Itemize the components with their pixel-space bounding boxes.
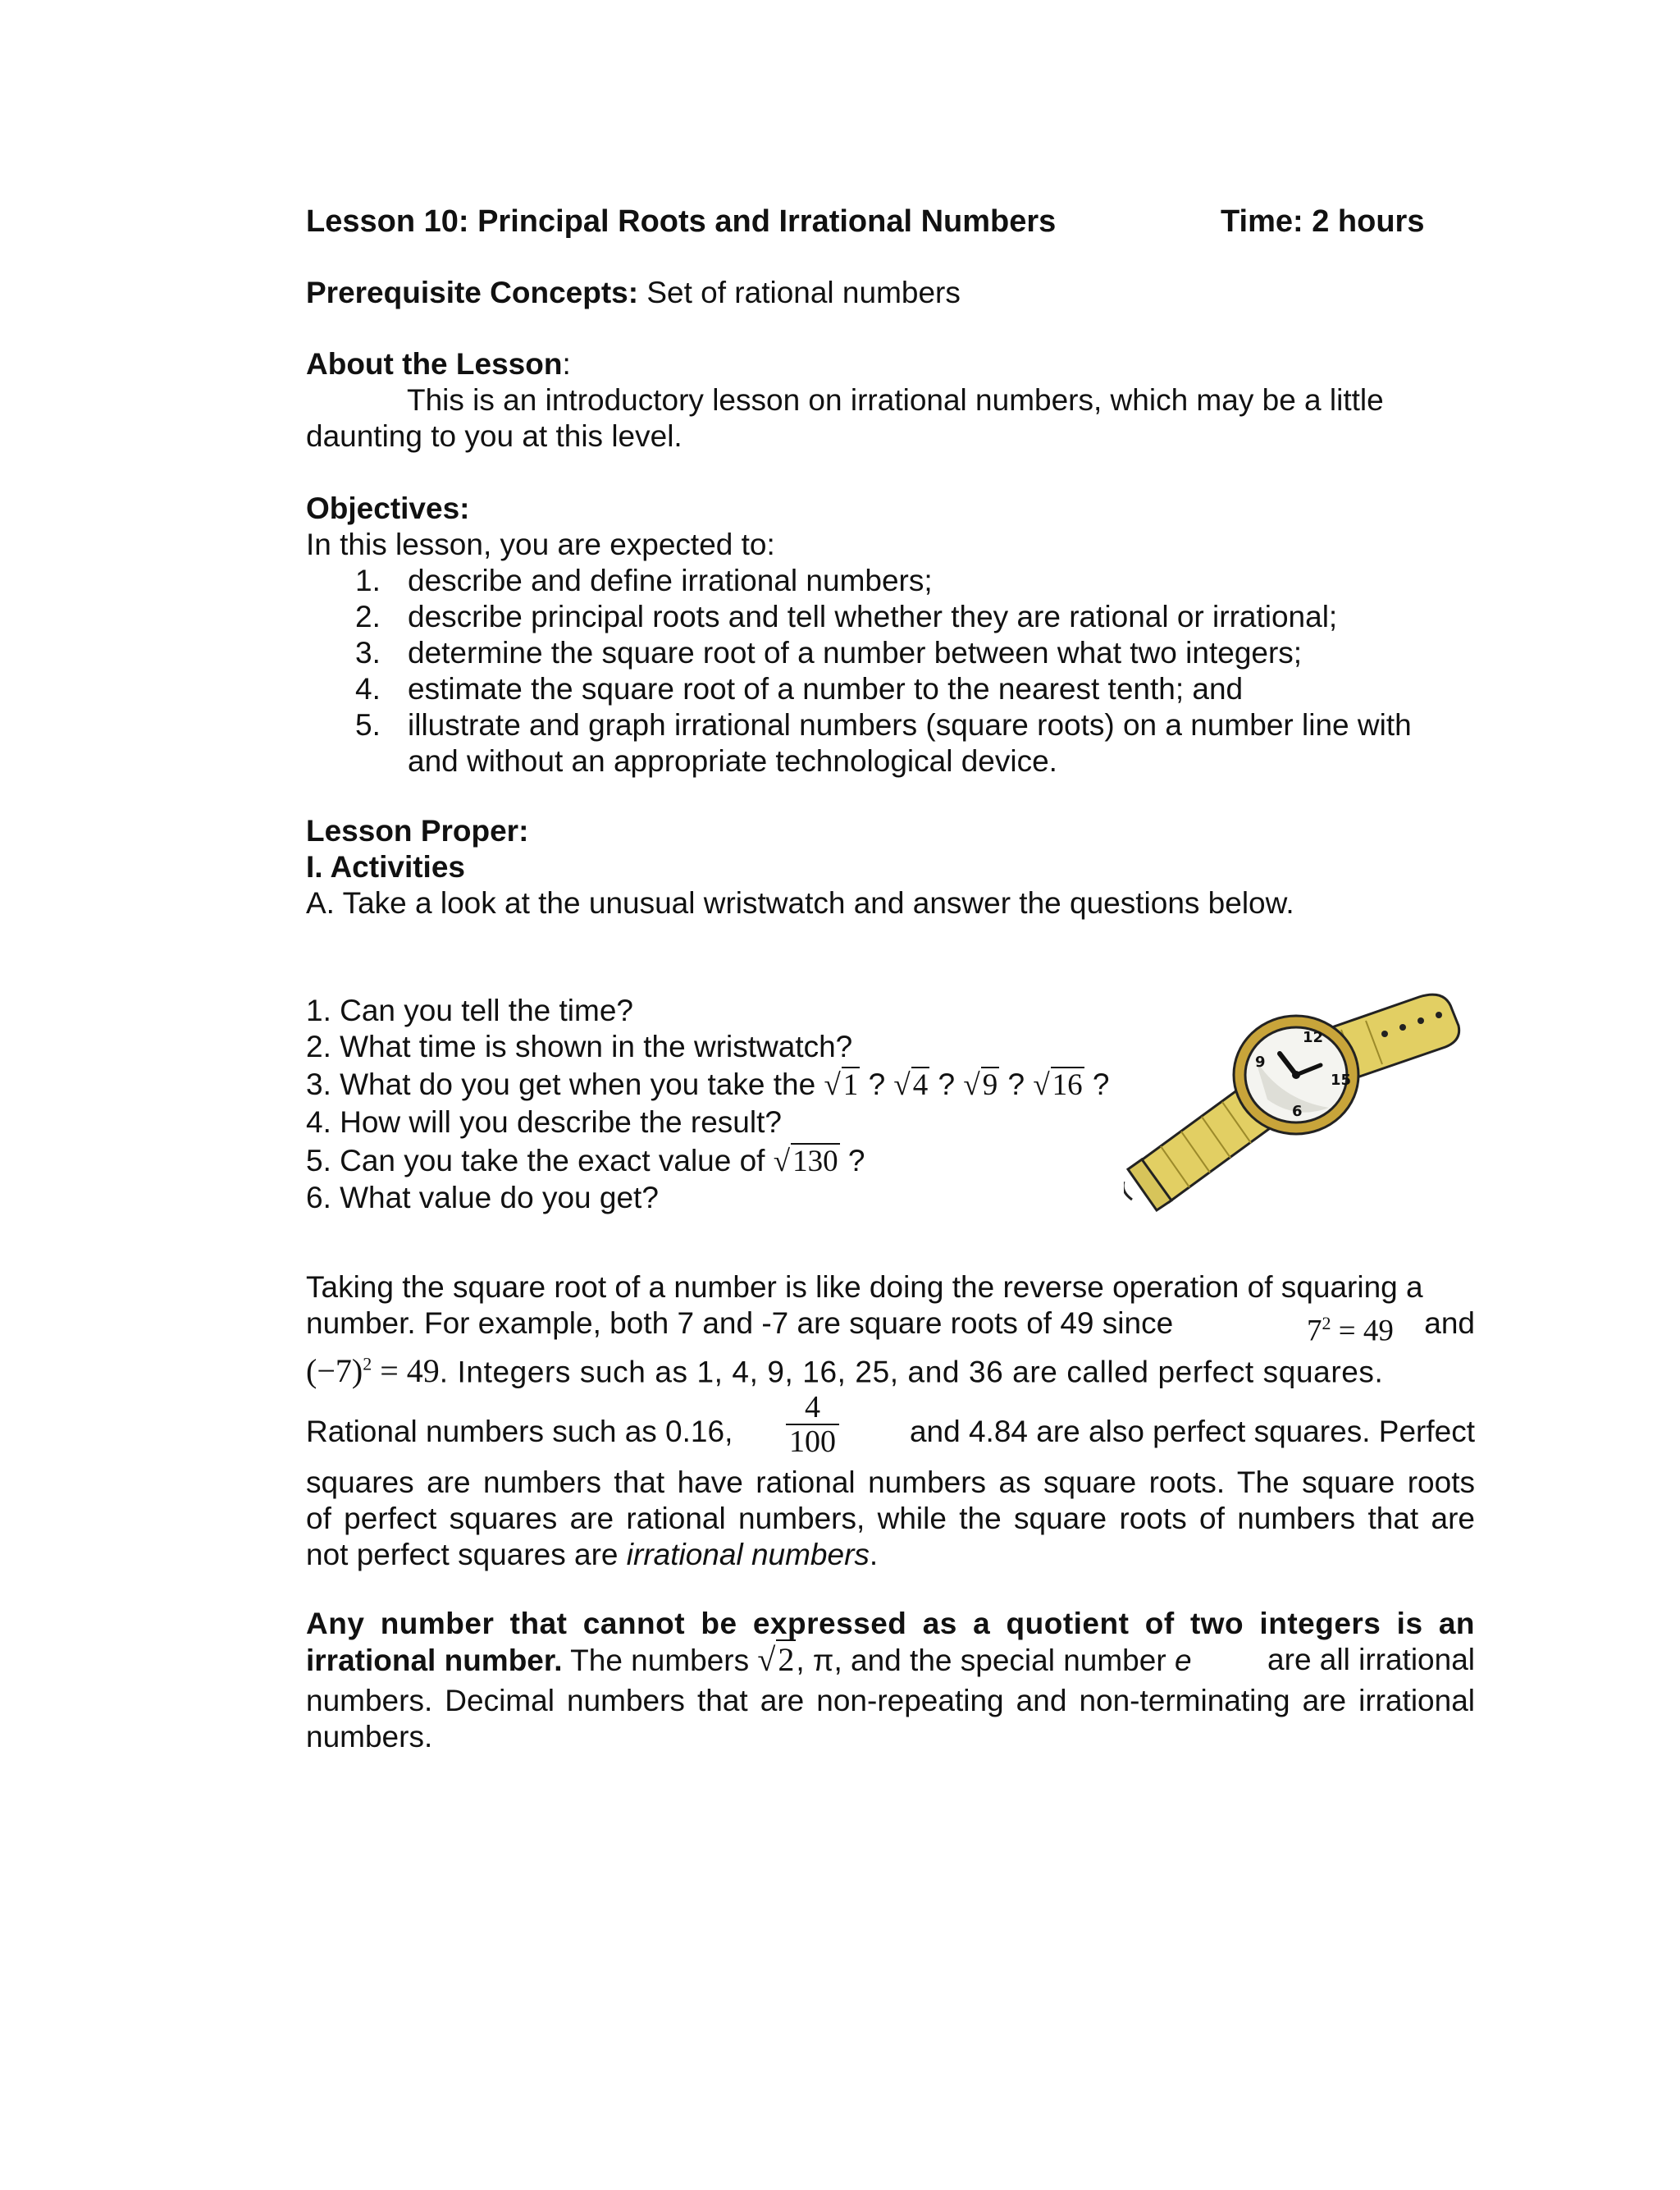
question-2: 2. What time is shown in the wristwatch?	[306, 1030, 853, 1063]
strap-hole	[1436, 1012, 1442, 1018]
prerequisite-text: Set of rational numbers	[646, 276, 961, 309]
para2-line-3: numbers. Decimal numbers that are non-repeating and non-terminating are irrational	[306, 1684, 1475, 1717]
question-5	[306, 1143, 865, 1180]
equation-neg7-squared	[306, 1352, 440, 1389]
para2-line-4: numbers.	[306, 1720, 433, 1753]
about-heading: About the Lesson	[306, 347, 563, 381]
lesson-time: Time: 2 hours	[1221, 204, 1425, 239]
equation-7-squared	[1307, 1305, 1394, 1349]
watch-number-12: 12	[1303, 1029, 1324, 1046]
objective-text: determine the square root of a number between what two integers;	[408, 636, 1303, 670]
objective-text: describe principal roots and tell whether they are rational or irrational;	[408, 600, 1338, 633]
about-colon: :	[562, 347, 571, 381]
radicand: 130	[792, 1145, 838, 1178]
objective-item	[306, 635, 1475, 671]
para2-text: The numbers	[570, 1644, 750, 1677]
activity-instruction: A. Take a look at the unusual wristwatch and answer the questions below.	[306, 886, 1294, 920]
para1-and: and	[1424, 1306, 1475, 1340]
watch-number-9: 9	[1255, 1054, 1266, 1071]
radicand: 2	[778, 1641, 795, 1678]
para2-line-2	[306, 1642, 1475, 1683]
para2-text: , π, and the special number	[796, 1644, 1166, 1677]
question-3	[306, 1067, 1110, 1104]
fraction-numerator: 4	[786, 1391, 839, 1425]
eq-exponent: 2	[363, 1354, 372, 1374]
para1-line-7	[306, 1537, 1475, 1573]
para1-line-5: squares are numbers that have rational numbers as square roots. The square roots	[306, 1465, 1475, 1499]
question-mark: ?	[1092, 1068, 1110, 1101]
para1-line-2	[306, 1305, 1475, 1346]
fraction-denominator: 100	[789, 1424, 836, 1459]
objective-item	[306, 563, 1475, 599]
question-5-text: 5. Can you take the exact value of	[306, 1144, 765, 1177]
eq-rest: = 49	[1338, 1314, 1394, 1348]
sqrt-expression: √1	[824, 1068, 859, 1102]
objective-text-cont: and without an appropriate technological device.	[408, 744, 1057, 778]
prerequisite-label: Prerequisite Concepts:	[306, 276, 639, 309]
strap-hole	[1399, 1024, 1406, 1031]
radicand: 4	[912, 1068, 929, 1102]
objectives-intro: In this lesson, you are expected to:	[306, 528, 775, 561]
objective-item	[306, 671, 1475, 707]
para1-text: Rational numbers such as 0.16,	[306, 1415, 733, 1448]
objective-item	[306, 599, 1475, 635]
para1-period: .	[869, 1538, 879, 1571]
sqrt-expression: √9	[963, 1068, 998, 1102]
radicand: 16	[1052, 1068, 1083, 1102]
question-3-text: 3. What do you get when you take the	[306, 1068, 816, 1101]
strap-hole	[1418, 1017, 1424, 1024]
watch-number-15: 15	[1331, 1072, 1352, 1089]
para2-text: are all irrational	[1267, 1643, 1475, 1676]
objective-number: 4.	[355, 672, 381, 706]
question-mark: ?	[847, 1144, 865, 1177]
lesson-proper-heading: Lesson Proper:	[306, 814, 529, 848]
objective-number: 1.	[355, 564, 381, 597]
about-heading-line	[306, 346, 571, 382]
objective-text: estimate the square root of a number to the nearest tenth; and	[408, 672, 1244, 706]
eq-rest: = 49	[380, 1352, 440, 1390]
about-line-2: daunting to you at this level.	[306, 419, 682, 453]
question-mark: ?	[938, 1068, 956, 1101]
sqrt-expression: √2	[757, 1641, 795, 1678]
para1-text: number. For example, both 7 and -7 are square roots of 49 since	[306, 1306, 1174, 1340]
paragraph-irrational-definition	[306, 1606, 1475, 1755]
watch-case	[1234, 1016, 1358, 1134]
sqrt-expression: √4	[893, 1068, 929, 1102]
objectives-list	[306, 563, 1475, 780]
radicand: 9	[982, 1068, 998, 1102]
sqrt-expression: √130	[773, 1145, 838, 1178]
eq-exponent: 2	[1322, 1313, 1331, 1333]
objective-text: illustrate and graph irrational numbers (square roots) on a number line with	[408, 708, 1412, 742]
prerequisite-line	[306, 275, 961, 311]
objective-text: describe and define irrational numbers;	[408, 564, 933, 597]
question-mark: ?	[868, 1068, 886, 1101]
lesson-title: Lesson 10: Principal Roots and Irrational Numbers	[306, 204, 1057, 239]
wristwatch-illustration	[1124, 985, 1468, 1214]
question-1: 1. Can you tell the time?	[306, 994, 633, 1027]
objective-number: 5.	[355, 708, 381, 742]
para1-text: not perfect squares are	[306, 1538, 619, 1571]
para1-line-3	[306, 1346, 1475, 1391]
para2-line-1: Any number that cannot be expressed as a quotient of two integers is an	[306, 1607, 1475, 1640]
para1-line-4	[306, 1391, 1475, 1465]
eq-base: (−7)	[306, 1352, 363, 1390]
para1-line-1: Taking the square root of a number is like doing the reverse operation of squaring a	[306, 1270, 1423, 1304]
radicand: 1	[842, 1068, 859, 1102]
fraction-4-over-100	[786, 1391, 839, 1458]
watch-number-6: 6	[1292, 1103, 1303, 1120]
question-mark: ?	[1007, 1068, 1025, 1101]
irrational-numbers-term: irrational numbers	[626, 1538, 870, 1571]
special-number-e: e	[1174, 1644, 1192, 1677]
objective-item	[306, 707, 1475, 780]
activities-heading: I. Activities	[306, 850, 465, 884]
paragraph-square-roots	[306, 1269, 1475, 1573]
about-line-1: This is an introductory lesson on irrational numbers, which may be a little	[407, 383, 1384, 417]
para1-text: and 4.84 are also perfect squares. Perfect	[909, 1415, 1475, 1448]
para1-text: . Integers such as 1, 4, 9, 16, 25, and 36 are called perfect squares.	[439, 1355, 1384, 1389]
objective-number: 3.	[355, 636, 381, 670]
eq-base: 7	[1307, 1314, 1322, 1348]
sqrt-expression: √16	[1033, 1068, 1083, 1102]
objectives-heading: Objectives:	[306, 491, 470, 525]
para2-bold-text: irrational number.	[306, 1644, 563, 1677]
strap-hole	[1381, 1031, 1388, 1037]
para1-line-6: of perfect squares are rational numbers, while the square roots of numbers that are	[306, 1502, 1475, 1535]
question-6: 6. What value do you get?	[306, 1181, 659, 1214]
question-4: 4. How will you describe the result?	[306, 1105, 782, 1139]
objective-number: 2.	[355, 600, 381, 633]
